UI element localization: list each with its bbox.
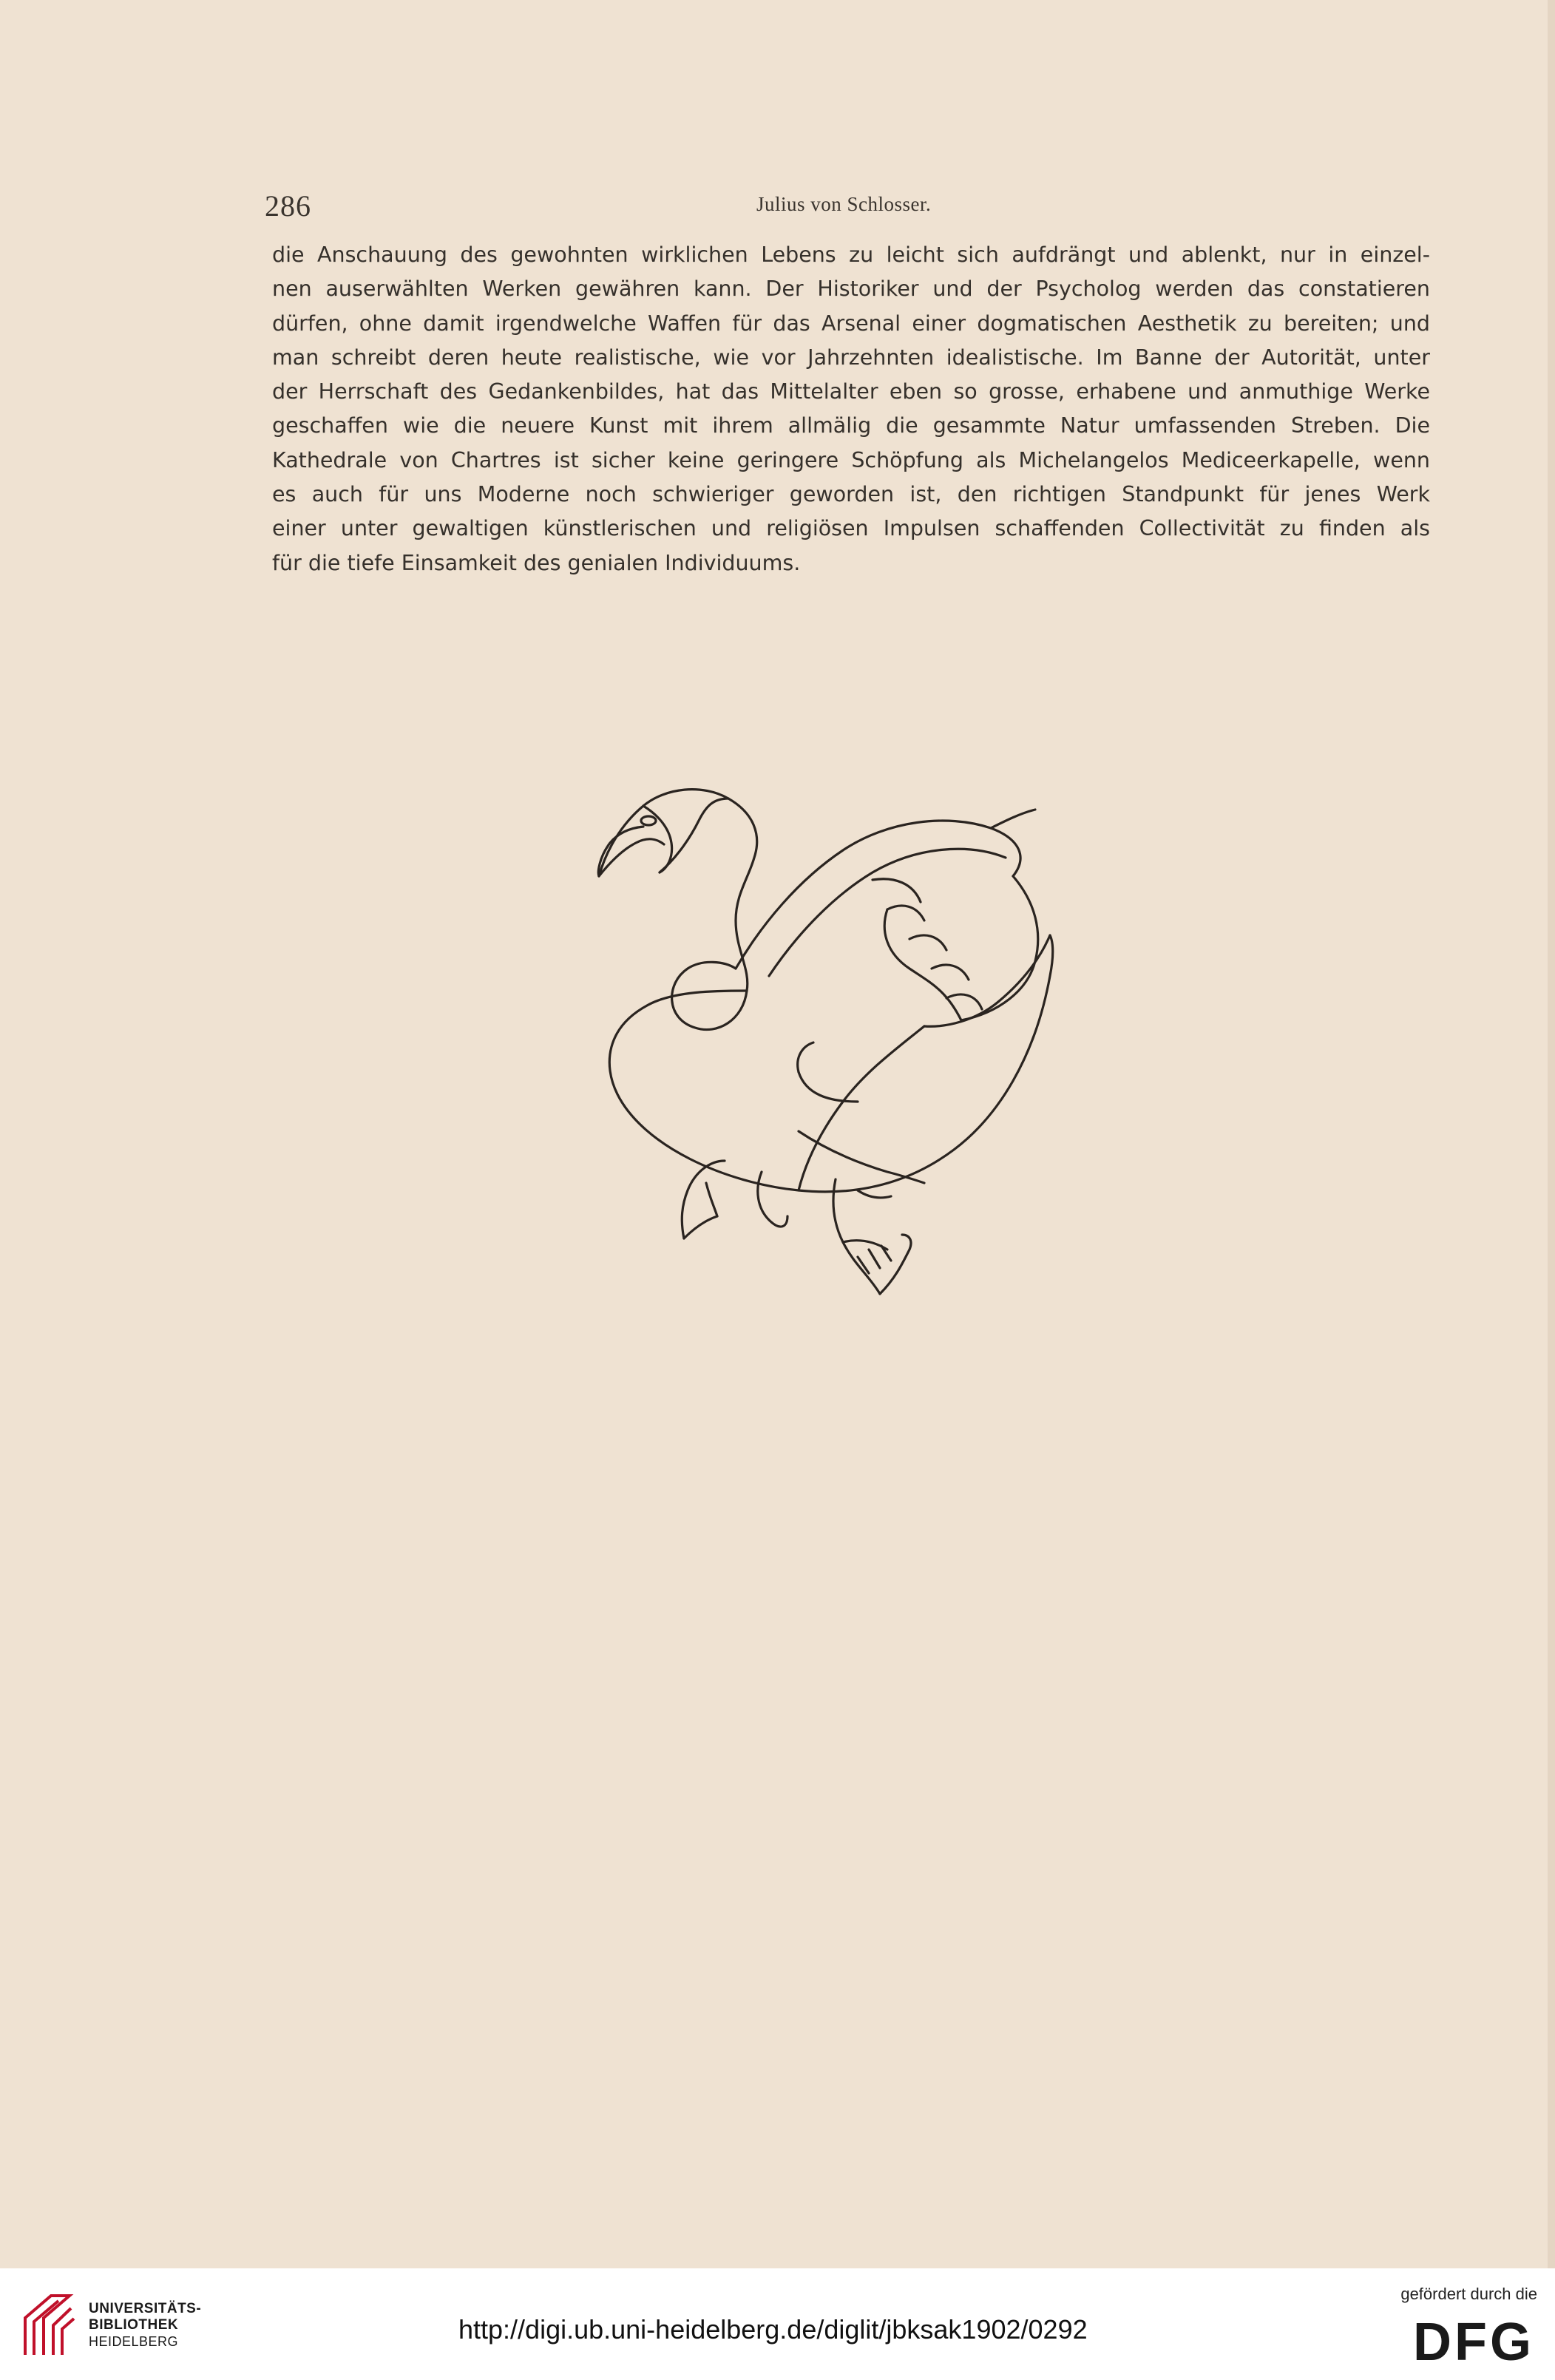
text-line: der Herrschaft des Gedankenbildes, hat das Mittelalter eben so grosse, erhabene und anmuthige Werke bbox=[272, 379, 1430, 404]
text-line: die Anschauung des gewohnten wirklichen Lebens zu leicht sich aufdrängt und ablenkt, nur in einzel- bbox=[272, 243, 1430, 267]
page-edge bbox=[1548, 0, 1555, 2268]
funded-by-label: gefördert durch die bbox=[1400, 2285, 1537, 2303]
text-line: man schreibt deren heute realistische, wie vor Jahrzehnten idealistische. Im Banne der Autorität, unter bbox=[272, 345, 1430, 370]
text-line: einer unter gewaltigen künstlerischen und religiösen Impulsen schaffenden Collectivität zu finden als bbox=[272, 516, 1430, 541]
running-head: Julius von Schlosser. bbox=[756, 193, 932, 215]
text-line: geschaffen wie die neuere Kunst mit ihrem allmälig die gesammte Natur umfassenden Streben. Die bbox=[272, 413, 1430, 438]
text-line: dürfen, ohne damit irgendwelche Waffen für das Arsenal einer dogmatischen Aesthetik zu bereiten; und bbox=[272, 311, 1430, 336]
page-header bbox=[265, 189, 1429, 226]
dfg-logo-text: DFG bbox=[1413, 2314, 1534, 2366]
university-library-logo-icon bbox=[18, 2292, 77, 2359]
text-line: es auch für uns Moderne noch schwieriger geworden ist, den richtigen Standpunkt für jenes Werk bbox=[272, 482, 1430, 507]
digitization-footer bbox=[0, 2268, 1555, 2380]
library-name-line: HEIDELBERG bbox=[89, 2334, 179, 2349]
text-line: Kathedrale von Chartres ist sicher keine geringere Schöpfung als Michelangelos Mediceerkapelle, wenn bbox=[272, 447, 1430, 472]
body-paragraph bbox=[272, 238, 1430, 580]
text-line: nen auserwählten Werken gewähren kann. Der Historiker und der Psycholog werden das constatieren bbox=[272, 277, 1430, 302]
dfg-logo bbox=[1386, 2314, 1534, 2366]
library-name-line: BIBLIOTHEK bbox=[89, 2317, 179, 2333]
text-line: für die tiefe Einsamkeit des genialen Individuums. bbox=[272, 550, 801, 575]
library-name-line: UNIVERSITÄTS- bbox=[89, 2301, 202, 2316]
library-name bbox=[89, 2301, 201, 2350]
page-number: 286 bbox=[265, 189, 311, 223]
permalink-url[interactable]: http://digi.ub.uni-heidelberg.de/diglit/jbksak1902/0292 bbox=[458, 2314, 1088, 2345]
swan-line-drawing-icon bbox=[577, 747, 1153, 1323]
